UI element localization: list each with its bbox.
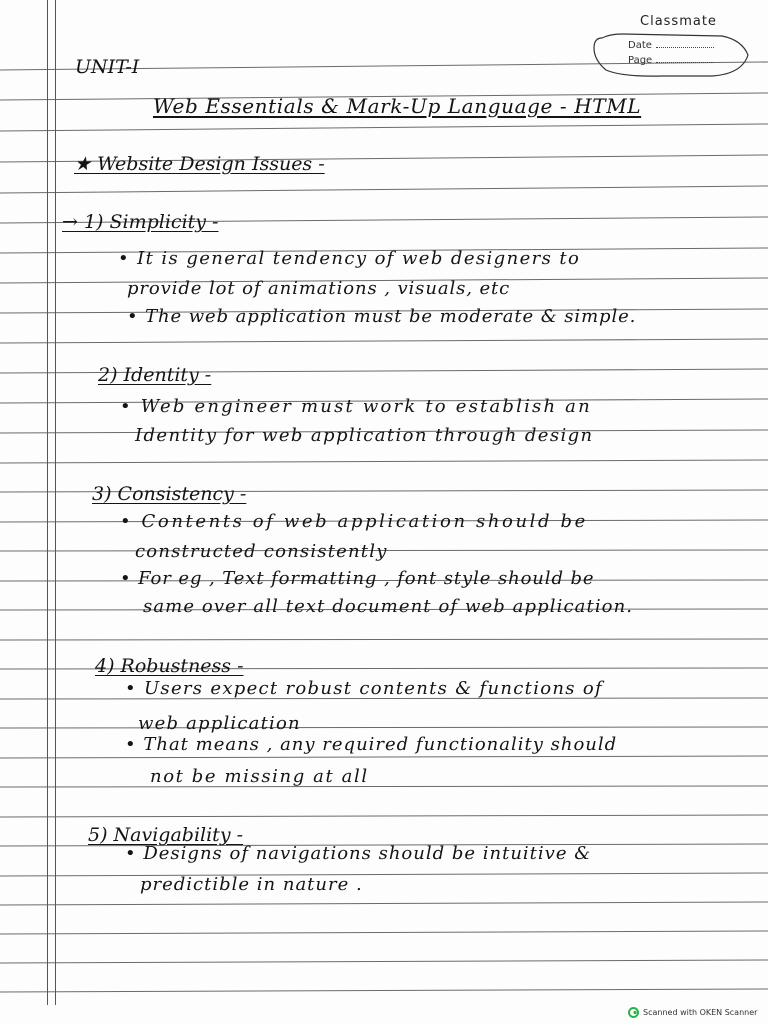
s4-line-1: • Users expect robust contents & functions of <box>125 678 603 699</box>
date-field <box>628 40 714 51</box>
page-label: Page <box>628 55 653 66</box>
s1-line-2: provide lot of animations , visuals, etc <box>127 278 511 299</box>
s3-line-2: constructed consistently <box>135 541 388 562</box>
page-title: Web Essentials & Mark-Up Language - HTML <box>153 94 642 118</box>
page-field <box>628 55 714 66</box>
s2-line-1: • Web engineer must work to establish an <box>120 396 592 417</box>
s4-title: 4) Robustness - <box>95 655 244 677</box>
s2-line-2: Identity for web application through design <box>135 425 594 446</box>
s3-line-4: same over all text document of web application. <box>143 596 634 617</box>
s1-line-1: • It is general tendency of web designers to <box>118 248 581 269</box>
unit-label: UNIT-I <box>75 56 140 78</box>
s5-title: 5) Navigability - <box>88 824 244 846</box>
s5-line-2: predictible in nature . <box>140 874 363 895</box>
margin-line-left <box>47 0 48 1005</box>
s5-line-1: • Designs of navigations should be intuitive & <box>125 843 592 864</box>
s2-title: 2) Identity - <box>98 364 212 386</box>
s4-line-2: web application <box>138 713 301 734</box>
date-label: Date <box>628 40 652 51</box>
section-heading: ★ Website Design Issues - <box>74 153 325 175</box>
s3-title: 3) Consistency - <box>92 483 247 505</box>
s3-line-3: • For eg , Text formatting , font style should be <box>120 568 595 589</box>
scanner-logo-icon <box>628 1007 639 1018</box>
margin-line-right <box>55 0 56 1005</box>
s3-line-1: • Contents of web application should be <box>120 511 588 532</box>
scanner-watermark: Scanned with OKEN Scanner <box>643 1008 758 1017</box>
s4-line-4: not be missing at all <box>150 766 369 787</box>
s4-line-3: • That means , any required functionality should <box>125 734 618 755</box>
s1-line-3: • The web application must be moderate & simple. <box>127 306 637 327</box>
s1-title: → 1) Simplicity - <box>62 211 219 233</box>
brand-logo: Classmate <box>640 14 717 29</box>
